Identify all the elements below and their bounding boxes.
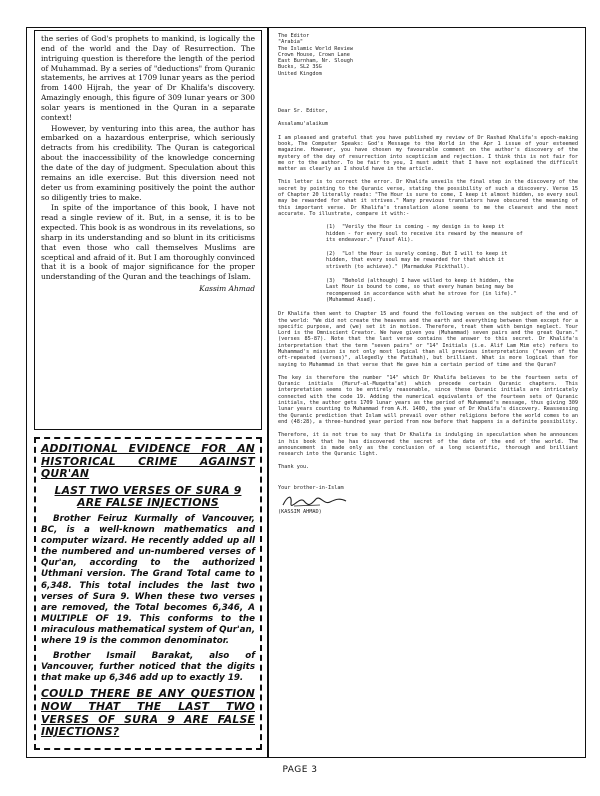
review-paragraph: However, by venturing into this area, the author has embarked on a hazardous enterprise, which seriously detracts from his credibility. The Quran is categorical about the inaccessibility of the knowledge concerning the date of the day of judgment. Speculation about this remains an idle exercise. But this diversion need not deter us from examining positively the point the author so diligently tries to make. [41, 123, 255, 202]
letter-greeting: Assalamu'alaikum [278, 121, 328, 128]
quote-number: (3) [326, 278, 336, 285]
letter-closing: Your brother-in-Islam [278, 484, 344, 491]
evidence-headline: ADDITIONAL EVIDENCE FOR AN HISTORICAL CRIME AGAINST QUR'AN [41, 442, 255, 481]
letter-address [278, 33, 578, 77]
letter-signer: (KASSIM AHMAD) [278, 509, 322, 516]
address-line: Bucks, SL2 3SG [278, 64, 322, 71]
letter-quote [326, 224, 526, 243]
quote-text: "Verily the Hour is coming - my design is to keep it hidden - for every soul to receive its reward by the measure of its endeavour." (Yusuf Ali). [326, 224, 523, 243]
handwritten-signature [278, 493, 578, 509]
quote-number: (2) [326, 251, 336, 258]
address-line: Crown House, Crown Lane [278, 51, 350, 58]
letter-quote [326, 251, 526, 270]
letter-to-editor [278, 33, 578, 522]
book-review-box [34, 30, 262, 430]
letter-salutation: Dear Sr. Editor, [278, 108, 328, 115]
letter-paragraph: Dr Khalifa then went to Chapter 15 and found the following verses on the subject of the end of the world: "We did not create the heavens and the earth and everything between them except for a specific purpose, and (we) set it in motion. Therefore, treat them with benign neglect. Your Lord is the Omniscient Creator. We have given you (Muhammad) seven pairs and the great Quran." (verses 85-87). Note that the last verse contains the answer to this secret. Dr Khalifa's interpretation that the term "seven pairs" or "14" Initials (i.e. Alif Lam Mim etc) refers to Muhammad's mission is not only most logical than all previous interpretations ("seven of the oft-repeated (verses)", allegedly the Fatihah), but brilliant. What is more logical than for saying to Muhammad in that verse that He gave him a certain period of time and the Quran? [278, 311, 578, 368]
address-line: United Kingdom [278, 70, 322, 77]
review-paragraph: In spite of the importance of this book, I have not read a single review of it. But, in a sense, it is to be expected. This book is as wondrous in its revelations, so sharp in its understanding and so blunt in its criticisms that even those who call themselves Muslims are sceptical and afraid of it. But I am thoroughly convinced that it is a book of major significance for the proper understanding of the Quran and the teachings of Islam. [41, 203, 255, 282]
evidence-box [34, 437, 262, 750]
address-line: "Arabia" [278, 39, 303, 46]
letter-quote [326, 278, 526, 303]
evidence-closing-headline: COULD THERE BE ANY QUESTION NOW THAT THE LAST TWO VERSES OF SURA 9 ARE FALSE INJECTIONS? [41, 687, 255, 739]
letter-thanks: Thank you. [278, 464, 310, 471]
column-divider [267, 27, 269, 758]
quote-text: "Behold (although) I have willed to keep it hidden, the Last Hour is bound to come, so that every human being may be recompensed in accordance with what he strove for (in life)." (Muhammad Asad). [326, 278, 517, 303]
evidence-paragraph: Brother Ismail Barakat, also of Vancouver, further noticed that the digits that make up 6,346 add up to exactly 19. [41, 651, 255, 684]
review-paragraph: the series of God's prophets to mankind, is logically the end of the world and the Day of Resurrection. The intriguing question is therefore the length of the period of Muhammad. By a series of "deductions" from Quranic statements, he arrives at 1709 lunar years as the period from 1400 Hijrah, the year of Dr Khalifa's discovery. Amazingly enough, this figure of 309 lunar years or 300 solar years is mentioned in the Quran in a separate context! [41, 34, 255, 122]
letter-paragraph: Therefore, it is not true to say that Dr Khalifa is indulging in speculation when he announces in his book that he has discovered the secret of the date of the end of the world. The announcement is made only as the conclusion of a long scientific, thorough and brilliant research into the Quranic light. [278, 432, 578, 458]
address-line: East Burnham, Nr. Slough [278, 58, 353, 65]
review-signature: Kassim Ahmad [199, 284, 255, 294]
evidence-paragraph: Brother Feiruz Kurmally of Vancouver, BC, is a well-known mathematics and computer wizard. He recently added up all the numbered and un-numbered verses of Qur'an, according to the authorized Uthmani version. The Grand Total came to 6,348. This total includes the last two verses of Sura 9. When these two verses are removed, the Total becomes 6,346, A MULTIPLE OF 19. This conforms to the miraculous mathematical system of Qur'an, where 19 is the common denominator. [41, 513, 255, 646]
address-line: The Islamic World Review [278, 45, 353, 52]
evidence-subheadline: LAST TWO VERSES OF SURA 9 ARE FALSE INJECTIONS [54, 483, 242, 510]
letter-paragraph: The key is therefore the number "14" which Dr Khalifa believes to be the fourteen sets of Quranic initials (Huruf-al-Muqatta'at) which precede certain Quranic chapters. This interpretation seems to be entirely reasonable, since these Quranic initials are intricately connected with the code 19. Adding the numerical equivalents of the fourteen sets of Quranic initials, the author gets 1709 lunar years as the period of Muhammad's message, thus giving 309 lunar years counting to Muhammad from A.H. 1400, the year of Dr Khalifa's discovery. Reassessing the Quranic prediction that Islam will prevail over other religions before the world comes to an end (48:28), a three-hundred year period from now before that happens is a definite possibility. [278, 374, 578, 425]
quote-text: "Lo! the Hour is surely coming. But I will to keep it hidden, that every soul may be rewarded for that which it striveth (to achieve)." (Marmaduke Pickthall). [326, 251, 508, 270]
address-line: The Editor [278, 33, 310, 39]
quote-number: (1) [326, 224, 336, 231]
letter-paragraph: This letter is to correct the error. Dr Khalifa unveils the final step in the discovery of the secret by pointing to the Quranic verse, stating the possibility of such a discovery. Verse 15 of Chapter 20 literally reads: "The Hour is sure to come, I keep it almost hidden, so every soul may be rewarded for what it strives." Many previous translators have obscured the meaning of this important verse. Dr Khalifa's translation alone seems to me the clearest and the most accurate. To illustrate, compare it with:- [278, 179, 578, 217]
page-number: PAGE 3 [282, 765, 318, 775]
letter-paragraph: I am pleased and grateful that you have published my review of Dr Rashad Khalifa's epoch-making book, The Computer Speaks: God's Message to the World in the Apr 1 issue of your esteemed magazine. However, you have chosen my favourable comment on the author's discovery of the mystery of the day of resurrection into scepticism and rejection. I think this is not fair for me or to the author. To be fair to you, I must admit that I have not explained the difficult matter as clearly as I should have in the article. [278, 134, 578, 173]
